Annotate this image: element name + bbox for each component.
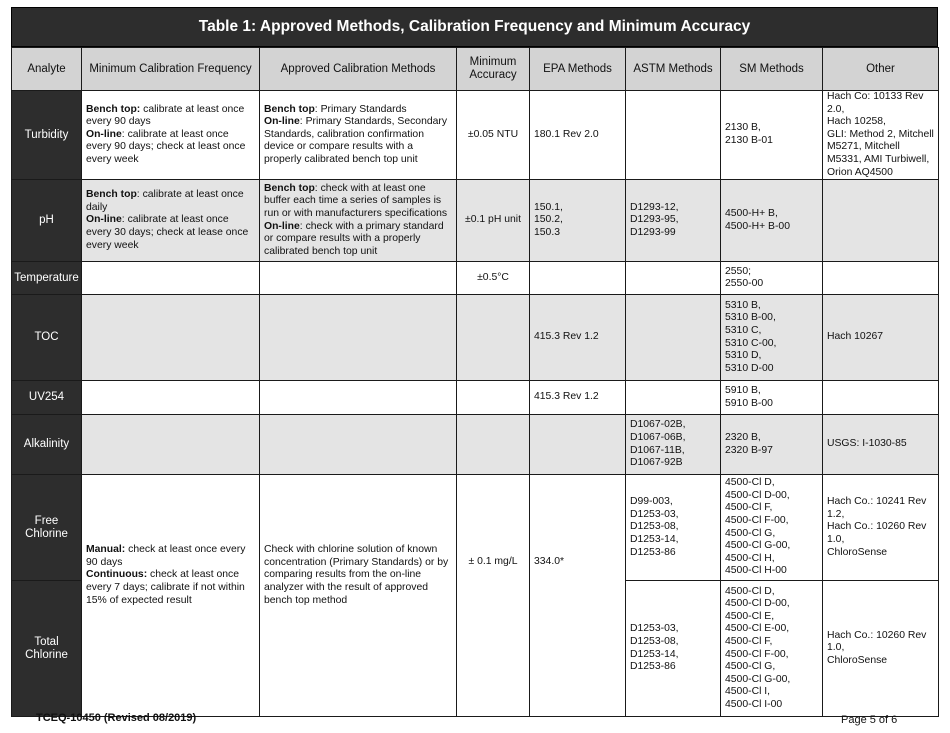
cell-line: 4500-Cl G-00,: [725, 540, 791, 552]
cell-line: 415.3 Rev 1.2: [534, 331, 599, 343]
cell-line: 2130 B-01: [725, 135, 773, 147]
turbidity-frequency: Bench top: calibrate at least once every 90 days On-line: calibrate at least once every 90 days; check at least once every week: [82, 91, 260, 180]
cell-line: 4500-Cl D,: [725, 585, 775, 597]
turbidity-epa: [530, 91, 626, 180]
total-chlorine-astm: [626, 581, 721, 717]
temperature-sm: [721, 262, 823, 295]
chlorine-accuracy: ± 0.1 mg/L: [457, 475, 530, 717]
cell-line: D99-003,: [630, 496, 673, 508]
ph-other: [823, 180, 939, 262]
row-turbidity: [12, 91, 939, 180]
cell-line: Hach Co.: 10241 Rev 1.2,: [827, 496, 927, 520]
turbidity-other: [823, 91, 939, 180]
chlorine-epa: 334.0*: [530, 475, 626, 717]
page-number: Page 5 of 6: [841, 714, 898, 726]
cell-line: 5910 B,: [725, 385, 761, 397]
cell-line: 4500-Cl F-00,: [725, 515, 789, 527]
turbidity-sm: [721, 91, 823, 180]
alkalinity-astm: [626, 415, 721, 475]
analyte-alkalinity: Alkalinity: [12, 415, 82, 475]
cell-line: Orion AQ4500: [827, 166, 893, 178]
header-analyte: Analyte: [12, 48, 82, 91]
free-chlorine-sm: [721, 475, 823, 581]
analyte-uv254: UV254: [12, 381, 82, 415]
analyte-turbidity: Turbidity: [12, 91, 82, 180]
cell-line: 4500-Cl G-00,: [725, 673, 791, 685]
cell-line: 2320 B-97: [725, 444, 773, 456]
cell-line: M5271, Mitchell: [827, 141, 900, 153]
cell-line: 4500-Cl H,: [725, 552, 775, 564]
analyte-temperature: Temperature: [12, 262, 82, 295]
cell-line: ChloroSense: [827, 654, 888, 666]
cell-line: 4500-Cl D,: [725, 477, 775, 489]
cell-line: D1067-02B,: [630, 419, 686, 431]
cell-line: 2130 B,: [725, 122, 761, 134]
cell-line: D1253-03,: [630, 508, 679, 520]
cell-line: D1253-86: [630, 546, 676, 558]
cell-line: D1253-08,: [630, 636, 679, 648]
ph-epa: [530, 180, 626, 262]
toc-sm: [721, 295, 823, 381]
cell-line: 4500-Cl F,: [725, 502, 773, 514]
analyte-free-chlorine: Free Chlorine: [12, 475, 82, 581]
chlorine-methods: Check with chlorine solution of known concentration (Primary Standards) or by comparing results from the on-line analyzer with the result of approved bench top method: [260, 475, 457, 717]
ph-accuracy: ±0.1 pH unit: [457, 180, 530, 262]
alkalinity-other: [823, 415, 939, 475]
cell-line: D1253-08,: [630, 521, 679, 533]
cell-line: 5310 C-00,: [725, 337, 777, 349]
cell-line: D1293-12,: [630, 201, 679, 213]
cell-line: 5310 D,: [725, 350, 762, 362]
cell-line: 4500-Cl D-00,: [725, 489, 790, 501]
cell-line: 180.1 Rev 2.0: [534, 128, 599, 140]
header-astm: ASTM Methods: [626, 48, 721, 91]
row-uv254: [12, 381, 939, 415]
row-free-chlorine: [12, 475, 939, 581]
cell-line: D1067-06B,: [630, 432, 686, 444]
cell-line: 5910 B-00: [725, 397, 773, 409]
total-chlorine-sm: [721, 581, 823, 717]
cell-line: 150.2,: [534, 214, 563, 226]
cell-line: 415.3 Rev 1.2: [534, 391, 599, 403]
header-sm: SM Methods: [721, 48, 823, 91]
ph-methods: Bench top: check with at least one buffer each time a series of samples is run or with manufacturers specifications On-line: check with a primary standard or compare results with a properly calibrated bench top unit: [260, 180, 457, 262]
cell-line: 4500-Cl I,: [725, 686, 771, 698]
row-alkalinity: [12, 415, 939, 475]
ph-sm: [721, 180, 823, 262]
cell-line: 4500-Cl G,: [725, 661, 776, 673]
methods-table: [11, 47, 939, 717]
cell-line: 2320 B,: [725, 432, 761, 444]
analyte-toc: TOC: [12, 295, 82, 381]
cell-line: D1253-86: [630, 661, 676, 673]
cell-line: 150.3: [534, 226, 561, 238]
turbidity-methods: Bench top: Primary Standards On-line: Primary Standards, Secondary Standards, calibration confirmation device or compare results with a properly calibrated bench top unit: [260, 91, 457, 180]
cell-line: 4500-Cl F-00,: [725, 648, 789, 660]
cell-line: M5331, AMI Turbiwell,: [827, 153, 930, 165]
cell-line: 4500-H+ B-00: [725, 220, 790, 232]
toc-epa: [530, 295, 626, 381]
cell-line: 4500-Cl F,: [725, 636, 773, 648]
cell-line: 5310 D-00: [725, 362, 774, 374]
turbidity-accuracy: ±0.05 NTU: [457, 91, 530, 180]
table-title: Table 1: Approved Methods, Calibration Frequency and Minimum Accuracy: [11, 7, 938, 47]
analyte-total-chlorine: Total Chlorine: [12, 581, 82, 717]
cell-line: 4500-Cl H-00: [725, 565, 787, 577]
cell-line: D1253-14,: [630, 648, 679, 660]
cell-line: 4500-Cl E,: [725, 610, 775, 622]
toc-other: [823, 295, 939, 381]
cell-line: 5310 C,: [725, 325, 762, 337]
free-chlorine-other: [823, 475, 939, 581]
cell-line: 4500-Cl G,: [725, 527, 776, 539]
cell-line: 5310 B-00,: [725, 312, 776, 324]
cell-line: D1067-11B,: [630, 444, 685, 456]
cell-line: D1253-03,: [630, 623, 679, 635]
header-accuracy: Minimum Accuracy: [457, 48, 530, 91]
cell-line: 4500-Cl D-00,: [725, 598, 790, 610]
uv254-epa: [530, 381, 626, 415]
form-id: TCEQ-10450 (Revised 08/2019): [36, 712, 197, 724]
cell-line: Hach 10258,: [827, 116, 886, 128]
cell-line: D1067-92B: [630, 457, 683, 469]
cell-line: Hach 10267: [827, 331, 884, 343]
row-ph: [12, 180, 939, 262]
total-chlorine-other: [823, 581, 939, 717]
uv254-sm: [721, 381, 823, 415]
cell-line: 4500-Cl I-00: [725, 699, 783, 711]
header-epa: EPA Methods: [530, 48, 626, 91]
temperature-accuracy: ±0.5°C: [457, 262, 530, 295]
free-chlorine-astm: [626, 475, 721, 581]
cell-line: 4500-H+ B,: [725, 208, 778, 220]
row-temperature: [12, 262, 939, 295]
cell-line: 150.1,: [534, 201, 563, 213]
cell-line: USGS: I-1030-85: [827, 438, 907, 450]
cell-line: 2550-00: [725, 278, 764, 290]
ph-frequency: Bench top: calibrate at least once daily On-line: calibrate at least once every 30 days; check at lease once every week: [82, 180, 260, 262]
cell-line: D1293-95,: [630, 214, 679, 226]
header-frequency: Minimum Calibration Frequency: [82, 48, 260, 91]
cell-line: 2550;: [725, 265, 752, 277]
chlorine-frequency: Manual: check at least once every 90 days Continuous: check at least once every 7 days; calibrate if not within 15% of expected result: [82, 475, 260, 717]
cell-line: 4500-Cl E-00,: [725, 623, 790, 635]
cell-line: D1293-99: [630, 226, 676, 238]
alkalinity-sm: [721, 415, 823, 475]
cell-line: Hach Co.: 10260 Rev 1.0,: [827, 521, 927, 545]
cell-line: 5310 B,: [725, 299, 761, 311]
cell-line: D1253-14,: [630, 533, 679, 545]
cell-line: ChloroSense: [827, 546, 888, 558]
header-other: Other: [823, 48, 939, 91]
cell-line: GLI: Method 2, Mitchell: [827, 128, 934, 140]
header-methods: Approved Calibration Methods: [260, 48, 457, 91]
header-row: [12, 48, 939, 91]
cell-line: Hach Co.: 10260 Rev 1.0,: [827, 629, 927, 654]
row-toc: [12, 295, 939, 381]
ph-astm: [626, 180, 721, 262]
analyte-ph: pH: [12, 180, 82, 262]
cell-line: Hach Co: 10133 Rev 2.0,: [827, 91, 924, 115]
turbidity-astm: [626, 91, 721, 180]
